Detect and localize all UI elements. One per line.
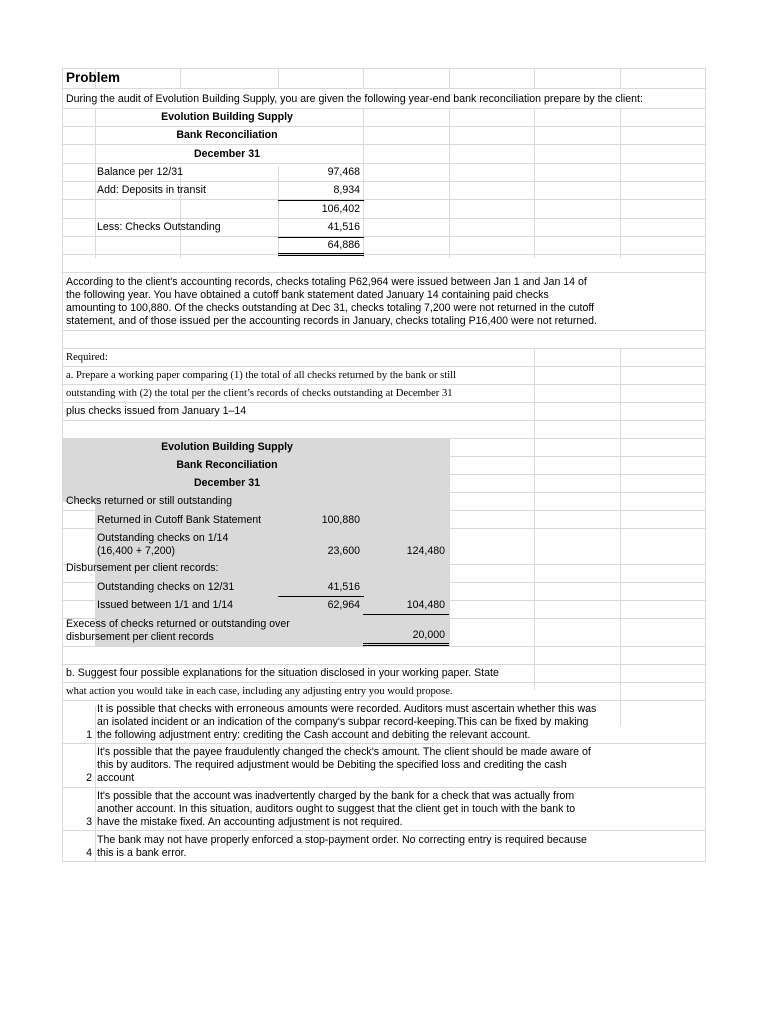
recon2-subtotal-rule <box>363 614 449 615</box>
explanation-line: The bank may not have properly enforced a stop-payment order. No correcting entry is required because <box>97 834 587 846</box>
recon1-double-rule <box>278 255 364 256</box>
recon1-company: Evolution Building Supply <box>161 111 293 123</box>
row-line <box>62 700 706 701</box>
recon1-row-value: 8,934 <box>333 184 360 196</box>
row-line <box>62 456 706 457</box>
recon1-subtotal-rule <box>278 200 364 201</box>
row-line <box>62 108 706 109</box>
explanation-line: account <box>97 772 135 784</box>
recon2-subtotal-rule <box>278 596 364 597</box>
col-line <box>620 68 621 88</box>
paragraph-line: According to the client's accounting records, checks totaling P62,964 were issued between Jan 1 and Jan 14 of <box>66 276 587 288</box>
explanation-line: have the mistake fixed. An accounting adjustment is not required. <box>97 816 403 828</box>
recon1-heading: Bank Reconciliation <box>176 129 278 141</box>
recon2-row-value: 62,964 <box>327 599 360 611</box>
row-line <box>62 68 706 69</box>
explanation-number: 3 <box>86 816 92 828</box>
intro-text: During the audit of Evolution Building Supply, you are given the following year-end bank reconciliation prepare by the client: <box>66 93 643 105</box>
row-line <box>62 199 706 200</box>
recon1-date: December 31 <box>194 148 260 160</box>
problem-title: Problem <box>66 70 121 85</box>
part-b-line: what action you would take in each case, including any adjusting entry you would propose. <box>66 686 453 697</box>
row-line <box>62 402 706 403</box>
required-a-line: outstanding with (2) the total per the client’s records of checks outstanding at December 31 <box>66 388 453 399</box>
recon2-excess-label: Execess of checks returned or outstanding over <box>66 618 290 630</box>
recon2-row-value: 100,880 <box>321 514 360 526</box>
row-line <box>62 646 706 647</box>
recon2-subtotal: 124,480 <box>406 545 445 557</box>
explanation-line: this by auditors. The required adjustment would be Debiting the specified loss and crediting the cash <box>97 759 567 771</box>
recon1-row-value: 41,516 <box>327 221 360 233</box>
explanation-line: the following adjustment entry: crediting the Cash account and debiting the relevant account. <box>97 729 531 741</box>
row-line <box>62 272 706 273</box>
explanation-line: It's possible that the payee fraudulently changed the check's amount. The client should be made aware of <box>97 746 591 758</box>
row-line <box>62 510 706 511</box>
row-line <box>62 528 706 529</box>
col-line <box>534 68 535 88</box>
recon2-double-rule <box>363 643 449 644</box>
recon2-company: Evolution Building Supply <box>161 441 293 453</box>
row-line <box>62 830 706 831</box>
recon2-excess-value: 20,000 <box>412 629 445 641</box>
row-line <box>62 366 706 367</box>
recon2-date: December 31 <box>194 477 260 489</box>
recon2-row-label: Outstanding checks on 12/31 <box>97 581 235 593</box>
recon2-row-value: 41,516 <box>327 581 360 593</box>
col-line <box>449 438 450 646</box>
recon2-section-label: Disbursement per client records: <box>66 562 219 574</box>
col-line <box>363 68 364 88</box>
row-line <box>62 126 706 127</box>
recon2-row-label: (16,400 + 7,200) <box>97 545 176 557</box>
required-a-line: plus checks issued from January 1–14 <box>66 405 247 417</box>
recon2-row-label: Outstanding checks on 1/14 <box>97 532 229 544</box>
explanation-line: another account. In this situation, auditors ought to suggest that the client get in touch with the bank to <box>97 803 576 815</box>
col-line <box>180 166 181 258</box>
row-line <box>62 787 706 788</box>
recon2-subtotal: 104,480 <box>406 599 445 611</box>
explanation-number: 1 <box>86 729 92 741</box>
row-line <box>62 236 706 237</box>
col-line <box>95 706 96 862</box>
row-line <box>62 492 706 493</box>
col-line <box>534 348 535 690</box>
recon2-row-label: Issued between 1/1 and 1/14 <box>97 599 234 611</box>
row-line <box>62 348 706 349</box>
explanation-line: this is a bank error. <box>97 847 187 859</box>
recon2-row-label: Returned in Cutoff Bank Statement <box>97 514 262 526</box>
recon2-heading: Bank Reconciliation <box>176 459 278 471</box>
recon1-row-value: 97,468 <box>327 166 360 178</box>
row-line <box>62 218 706 219</box>
recon2-double-rule <box>363 645 449 646</box>
recon2-row-value: 23,600 <box>327 545 360 557</box>
explanation-number: 4 <box>86 847 92 859</box>
explanation-line: an isolated incident or an indication of the company's subpar record-keeping.This can be fixed by making <box>97 716 589 728</box>
row-line <box>62 682 706 683</box>
recon1-double-rule <box>278 253 364 254</box>
paragraph-line: amounting to 100,880. Of the checks outstanding at Dec 31, checks totaling 7,200 were not returned in the cutoff <box>66 302 595 314</box>
recon2-section-label: Checks returned or still outstanding <box>66 495 233 507</box>
row-line <box>62 664 706 665</box>
recon1-row-label: Balance per 12/31 <box>97 166 183 178</box>
row-line <box>62 254 706 255</box>
row-line <box>62 384 706 385</box>
explanation-number: 2 <box>86 772 92 784</box>
row-line <box>62 181 706 182</box>
required-label: Required: <box>66 352 108 363</box>
spreadsheet <box>62 68 706 862</box>
recon1-row-label: Less: Checks Outstanding <box>97 221 221 233</box>
paragraph-line: statement, and of those issued per the accounting records in January, checks totaling P16,400 were not returned. <box>66 315 597 327</box>
row-line <box>62 144 706 145</box>
part-b-line: b. Suggest four possible explanations for the situation disclosed in your working paper. State <box>66 667 499 679</box>
explanation-line: It is possible that checks with erroneous amounts were recorded. Auditors must ascertain whether this was <box>97 703 597 715</box>
explanation-line: It's possible that the account was inadvertently charged by the bank for a check that was actually from <box>97 790 575 802</box>
row-line <box>62 474 706 475</box>
required-a-line: a. Prepare a working paper comparing (1) the total of all checks returned by the bank or still <box>66 370 457 381</box>
row-line <box>62 330 706 331</box>
recon2-excess-label: disbursement per client records <box>66 631 214 643</box>
recon1-total-rule <box>278 237 364 238</box>
recon1-row-label: Add: Deposits in transit <box>97 184 206 196</box>
row-line <box>62 420 706 421</box>
recon1-row-value: 106,402 <box>321 203 360 215</box>
recon1-row-value: 64,886 <box>327 239 360 251</box>
row-line <box>62 88 706 89</box>
row-line <box>62 743 706 744</box>
row-line <box>62 438 706 439</box>
col-line <box>180 68 181 88</box>
col-line <box>620 348 621 726</box>
row-line <box>62 163 706 164</box>
row-line <box>62 861 706 862</box>
col-line <box>278 68 279 88</box>
paragraph-line: the following year. You have obtained a cutoff bank statement dated January 14 containing paid checks <box>66 289 549 301</box>
col-line <box>449 68 450 88</box>
